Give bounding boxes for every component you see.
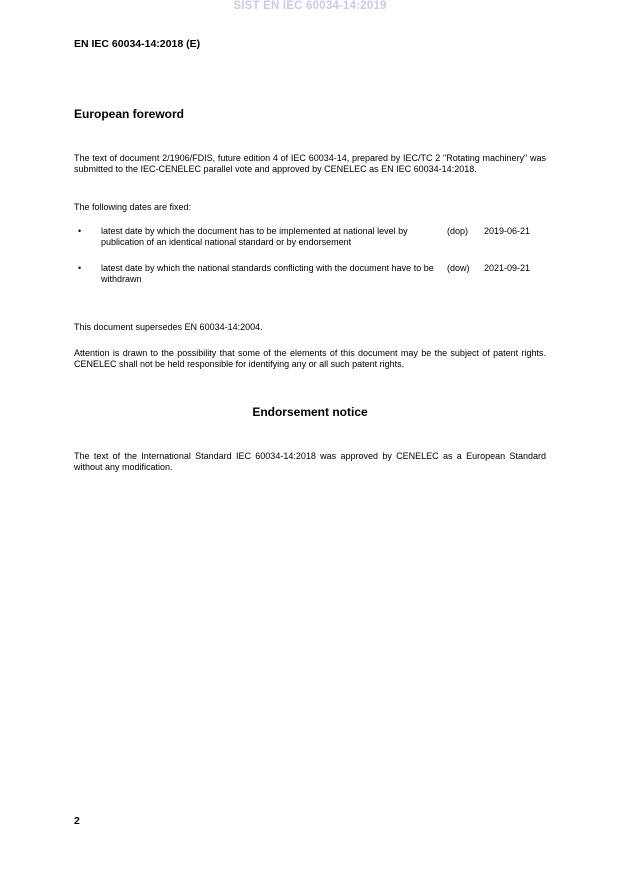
date-value: 2019-06-21 (484, 226, 531, 236)
date-value: 2021-09-21 (484, 263, 531, 273)
bullet-icon: • (78, 263, 82, 273)
foreword-paragraph-1: The text of document 2/1906/FDIS, future edition 4 of IEC 60034-14, prepared by IEC/TC 2 "Rotating machinery" was submitted to the IEC-CENELEC parallel vote and approved by CENELEC as EN IEC 60034-14:2018. (74, 153, 546, 174)
foreword-paragraph-patent-notice: Attention is drawn to the possibility that some of the elements of this document may be the subject of patent rights. CENELEC shall not be held responsible for identifying any or all such patent rights. (74, 348, 546, 369)
section-title-endorsement-notice: Endorsement notice (252, 405, 368, 419)
date-abbreviation: (dop) (447, 226, 469, 236)
endorsement-paragraph: The text of the International Standard IEC 60034-14:2018 was approved by CENELEC as a European Standard without any modification. (74, 451, 546, 472)
watermark-text: SIST EN IEC 60034-14:2019 (233, 0, 387, 12)
page-number: 2 (74, 815, 80, 827)
foreword-paragraph-supersedes: This document supersedes EN 60034-14:2004. (74, 322, 263, 332)
bullet-icon: • (78, 226, 82, 236)
foreword-paragraph-dates-intro: The following dates are fixed: (74, 202, 192, 212)
document-identifier: EN IEC 60034-14:2018 (E) (74, 38, 201, 50)
date-description: latest date by which the document has to be implemented at national level by publication of an identical national standard or by endorsement (101, 226, 408, 247)
date-abbreviation: (dow) (447, 263, 470, 273)
section-title-european-foreword: European foreword (74, 107, 185, 121)
date-description: latest date by which the national standards conflicting with the document have to be withdrawn (101, 263, 434, 284)
